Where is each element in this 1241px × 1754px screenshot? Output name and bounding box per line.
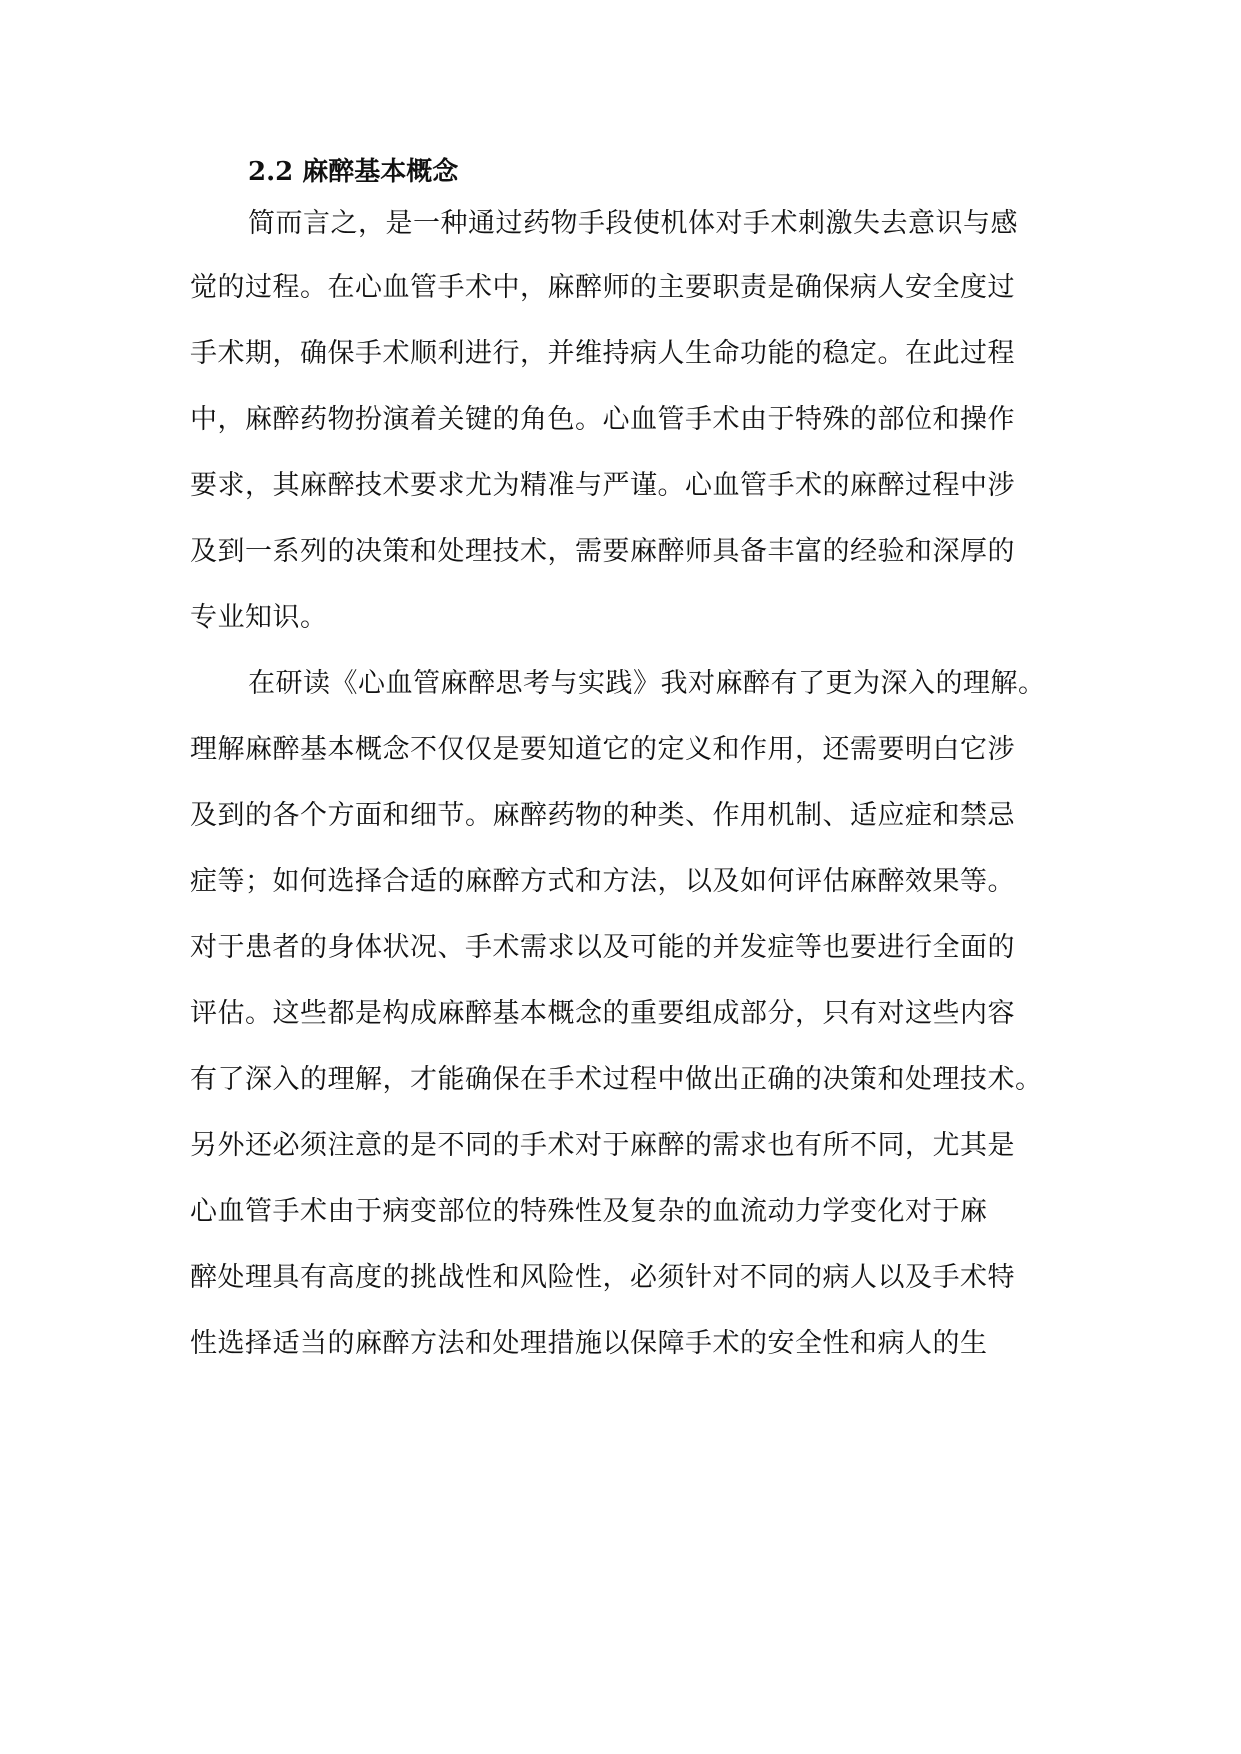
paragraph-line: 在研读《心血管麻醉思考与实践》我对麻醉有了更为深入的理解。 [248, 668, 1046, 699]
paragraph-line: 觉的过程。在心血管手术中，麻醉师的主要职责是确保病人安全度过 [190, 272, 1015, 303]
paragraph-line: 手术期，确保手术顺利进行，并维持病人生命功能的稳定。在此过程 [190, 338, 1015, 369]
paragraph-line: 有了深入的理解，才能确保在手术过程中做出正确的决策和处理技术。 [190, 1064, 1043, 1095]
paragraph-line: 心血管手术由于病变部位的特殊性及复杂的血流动力学变化对于麻 [190, 1196, 988, 1227]
paragraph-line: 评估。这些都是构成麻醉基本概念的重要组成部分，只有对这些内容 [190, 998, 1015, 1029]
paragraph-line: 及到一系列的决策和处理技术，需要麻醉师具备丰富的经验和深厚的 [190, 536, 1015, 567]
paragraph-line: 理解麻醉基本概念不仅仅是要知道它的定义和作用，还需要明白它涉 [190, 734, 1015, 765]
paragraph-line: 专业知识。 [190, 602, 328, 633]
paragraph-line: 醉处理具有高度的挑战性和风险性，必须针对不同的病人以及手术特 [190, 1262, 1015, 1293]
paragraph-line: 症等；如何选择合适的麻醉方式和方法，以及如何评估麻醉效果等。 [190, 866, 1015, 897]
paragraph-line: 性选择适当的麻醉方法和处理措施以保障手术的安全性和病人的生 [190, 1328, 988, 1359]
paragraph-line: 要求，其麻醉技术要求尤为精准与严谨。心血管手术的麻醉过程中涉 [190, 470, 1015, 501]
paragraph-line: 简而言之，是一种通过药物手段使机体对手术刺激失去意识与感 [248, 208, 1018, 239]
section-heading: 2.2 麻醉基本概念 [248, 157, 459, 187]
paragraph-line: 对于患者的身体状况、手术需求以及可能的并发症等也要进行全面的 [190, 932, 1015, 963]
paragraph-line: 另外还必须注意的是不同的手术对于麻醉的需求也有所不同，尤其是 [190, 1130, 1015, 1161]
paragraph-line: 中，麻醉药物扮演着关键的角色。心血管手术由于特殊的部位和操作 [190, 404, 1015, 435]
paragraph-line: 及到的各个方面和细节。麻醉药物的种类、作用机制、适应症和禁忌 [190, 800, 1015, 831]
